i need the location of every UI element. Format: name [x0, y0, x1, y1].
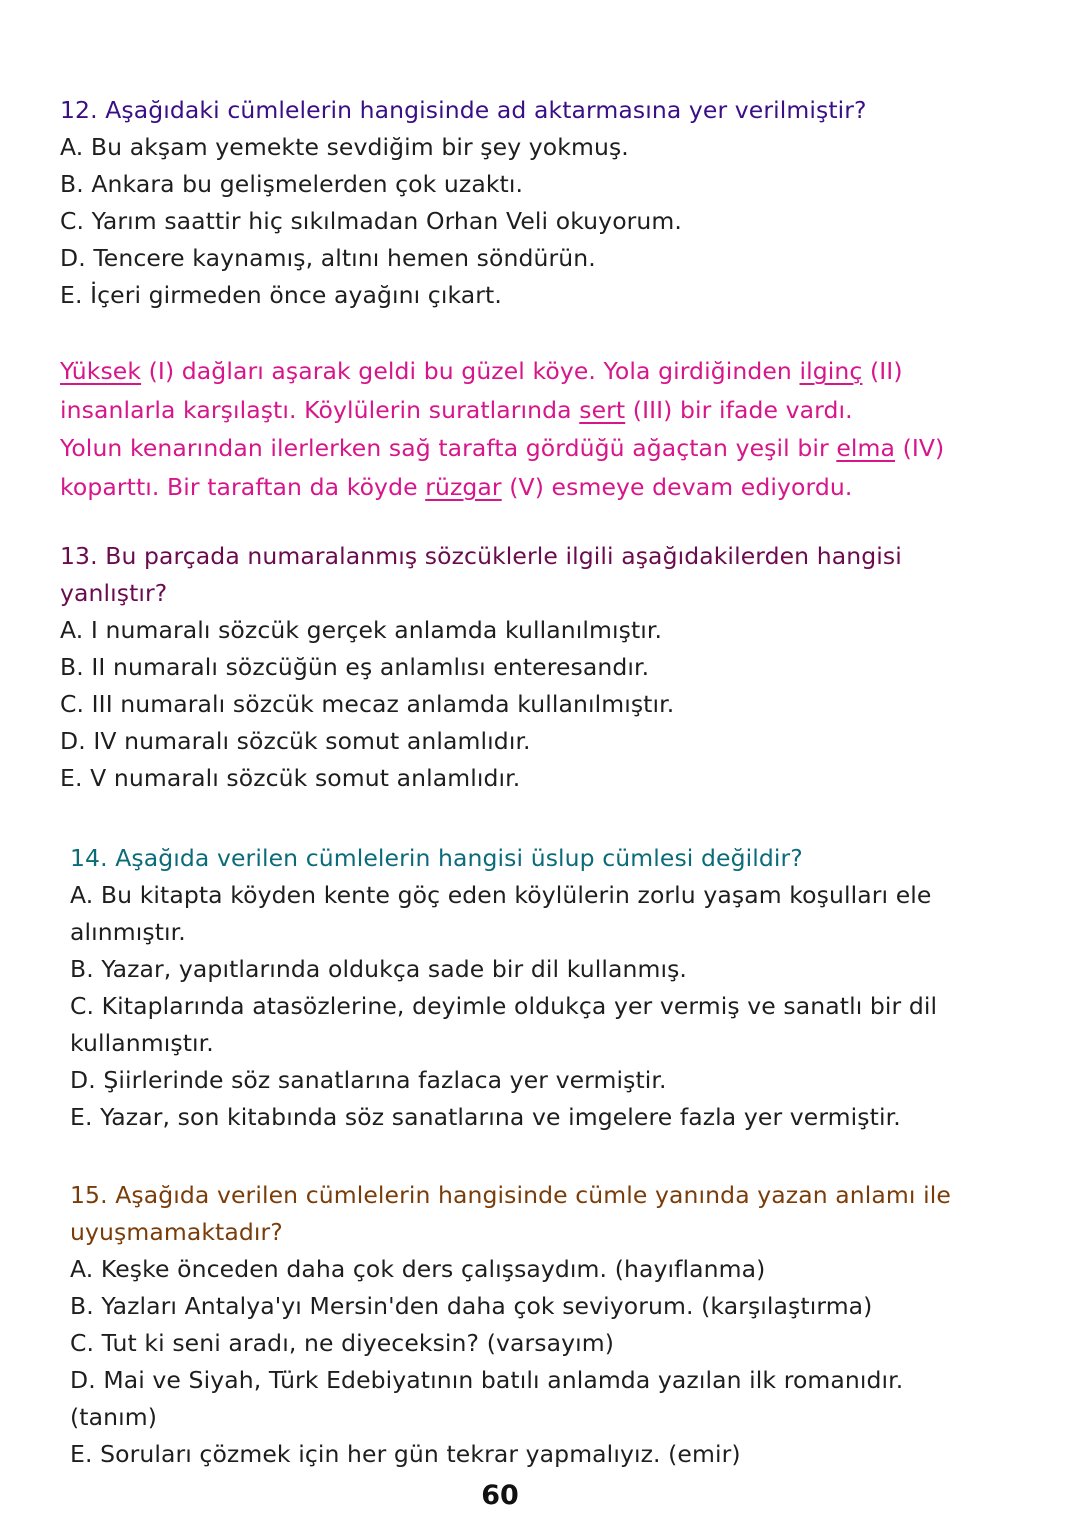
passage-text: (IV) — [895, 434, 945, 462]
word-3-sert: sert — [579, 395, 626, 424]
passage-line-4 — [60, 468, 1060, 507]
question-15-option-e[interactable]: E. Soruları çözmek için her gün tekrar yapmalıyız. (emir) — [70, 1440, 741, 1468]
question-15-option-d-cont[interactable]: (tanım) — [70, 1403, 157, 1431]
question-13-stem-line-1: 13. Bu parçada numaralanmış sözcüklerle ilgili aşağıdakilerden hangisi — [60, 542, 902, 570]
question-12-option-a[interactable]: A. Bu akşam yemekte sevdiğim bir şey yokmuş. — [60, 133, 629, 161]
question-12-option-c[interactable]: C. Yarım saattir hiç sıkılmadan Orhan Veli okuyorum. — [60, 207, 682, 235]
question-13-option-b[interactable]: B. II numaralı sözcüğün eş anlamlısı enteresandır. — [60, 653, 650, 681]
question-15-option-d[interactable]: D. Mai ve Siyah, Türk Edebiyatının batılı anlamda yazılan ilk romanıdır. — [70, 1366, 904, 1394]
page-number: 60 — [481, 1480, 519, 1511]
question-14-option-c-cont[interactable]: kullanmıştır. — [70, 1029, 214, 1057]
question-14-option-c[interactable]: C. Kitaplarında atasözlerine, deyimle oldukça yer vermiş ve sanatlı bir dil — [70, 992, 938, 1020]
passage-text: (I) dağları aşarak geldi bu güzel köye. Yola girdiğinden — [141, 357, 800, 385]
passage-line-2 — [60, 391, 1060, 430]
question-13 — [60, 538, 1060, 797]
question-14-option-d[interactable]: D. Şiirlerinde söz sanatlarına fazlaca yer vermiştir. — [70, 1066, 667, 1094]
word-4-elma: elma — [836, 434, 896, 462]
question-15 — [70, 1177, 1070, 1473]
question-13-option-c[interactable]: C. III numaralı sözcük mecaz anlamda kullanılmıştır. — [60, 690, 675, 718]
question-12-option-d[interactable]: D. Tencere kaynamış, altını hemen söndürün. — [60, 244, 596, 272]
question-13-option-a[interactable]: A. I numaralı sözcük gerçek anlamda kullanılmıştır. — [60, 616, 663, 644]
question-12-option-b[interactable]: B. Ankara bu gelişmelerden çok uzaktı. — [60, 170, 524, 198]
question-15-stem-line-1: 15. Aşağıda verilen cümlelerin hangisinde cümle yanında yazan anlamı ile — [70, 1181, 951, 1209]
question-13-option-e[interactable]: E. V numaralı sözcük somut anlamlıdır. — [60, 764, 521, 792]
question-13-stem-line-2: yanlıştır? — [60, 579, 168, 607]
word-5-ruzgar: rüzgar — [425, 472, 502, 501]
passage-text: insanlarla karşılaştı. Köylülerin suratlarında — [60, 395, 580, 424]
question-12-stem: 12. Aşağıdaki cümlelerin hangisinde ad aktarmasına yer verilmiştir? — [60, 96, 867, 124]
question-14-option-a[interactable]: A. Bu kitapta köyden kente göç eden köylülerin zorlu yaşam koşulları ele — [70, 881, 932, 909]
question-15-option-b[interactable]: B. Yazları Antalya'yı Mersin'den daha çok seviyorum. (karşılaştırma) — [70, 1292, 873, 1320]
passage-text: Yolun kenarından ilerlerken sağ tarafta gördüğü ağaçtan yeşil bir — [60, 434, 837, 462]
question-15-option-c[interactable]: C. Tut ki seni aradı, ne diyeceksin? (varsayım) — [70, 1329, 614, 1357]
passage-text: (V) esmeye devam ediyordu. — [501, 472, 853, 501]
question-14 — [70, 840, 1070, 1136]
question-15-option-a[interactable]: A. Keşke önceden daha çok ders çalışsaydım. (hayıflanma) — [70, 1255, 766, 1283]
passage-text: (III) bir ifade vardı. — [625, 395, 853, 424]
question-12-option-e[interactable]: E. İçeri girmeden önce ayağını çıkart. — [60, 281, 502, 309]
passage-line-1 — [60, 352, 1060, 391]
passage-text: (II) — [862, 357, 903, 385]
question-13-option-d[interactable]: D. IV numaralı sözcük somut anlamlıdır. — [60, 727, 531, 755]
question-15-stem-line-2: uyuşmamaktadır? — [70, 1218, 283, 1246]
question-14-option-a-cont[interactable]: alınmıştır. — [70, 918, 186, 946]
word-1-yuksek: Yüksek — [60, 357, 142, 385]
question-14-option-e[interactable]: E. Yazar, son kitabında söz sanatlarına ve imgelere fazla yer vermiştir. — [70, 1103, 901, 1131]
passage-text: koparttı. Bir taraftan da köyde — [60, 472, 426, 501]
reading-passage — [60, 352, 1060, 506]
question-14-option-b[interactable]: B. Yazar, yapıtlarında oldukça sade bir dil kullanmış. — [70, 955, 687, 983]
question-12 — [60, 92, 1060, 314]
question-14-stem: 14. Aşağıda verilen cümlelerin hangisi üslup cümlesi değildir? — [70, 844, 803, 872]
word-2-ilginc: ilginç — [799, 357, 863, 385]
passage-line-3 — [60, 429, 1060, 468]
